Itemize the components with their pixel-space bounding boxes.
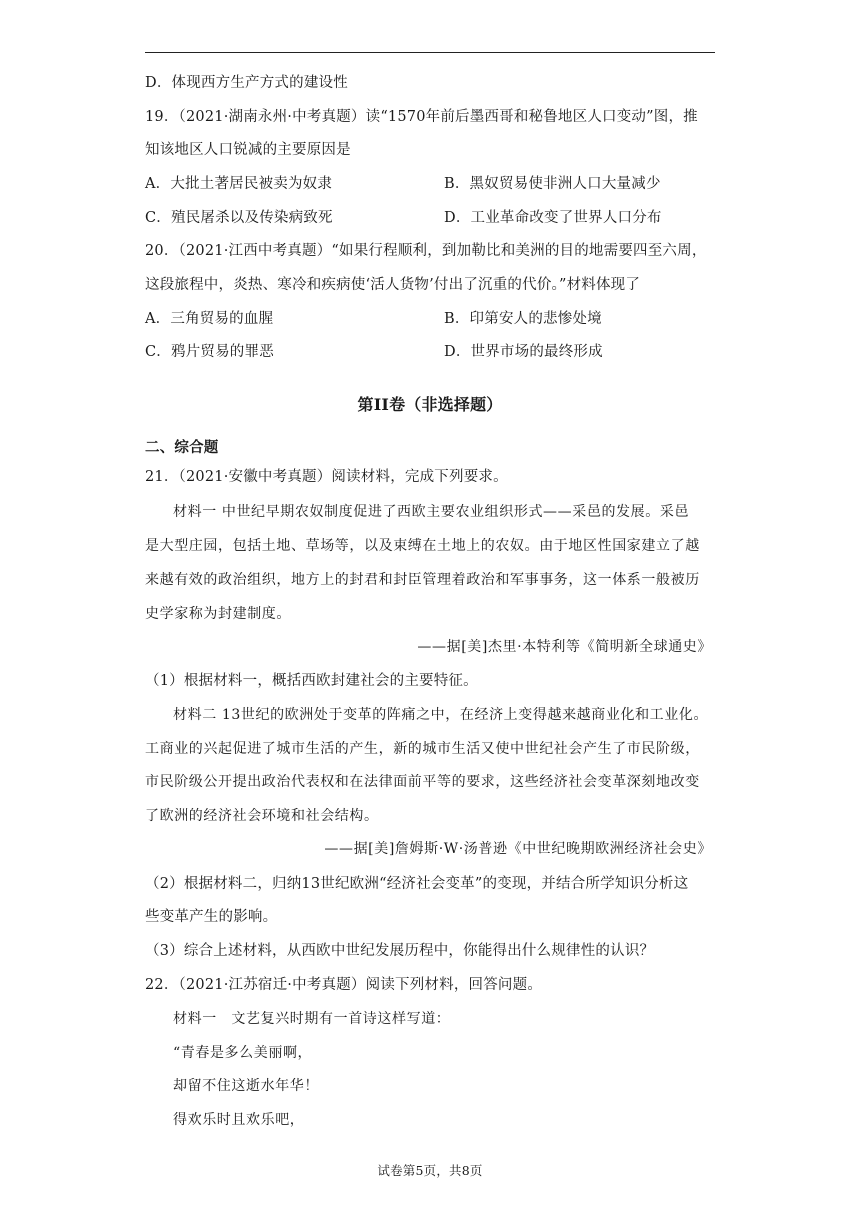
q19-option-b: B．黑奴贸易使非洲人口大量减少 (444, 176, 661, 192)
q21-question2-line2: 些变革产生的影响。 (145, 909, 278, 925)
q19-option-d: D．工业革命改变了世界人口分布 (444, 210, 662, 226)
q21-material2-line4: 了欧洲的经济社会环境和社会结构。 (145, 808, 379, 824)
q21-material2-line1: 材料二 13世纪的欧洲处于变革的阵痛之中，在经济上变得越来越商业化和工业化。 (173, 707, 709, 723)
q20-option-b: B．印第安人的悲惨处境 (444, 311, 602, 327)
q22-poem-line1: “青春是多么美丽啊， (173, 1045, 313, 1061)
q19-option-a: A．大批土著居民被卖为奴隶 (145, 176, 333, 192)
q21-material1-line4: 史学家称为封建制度。 (145, 606, 291, 622)
q19-option-c: C．殖民屠杀以及传染病致死 (145, 210, 333, 226)
section-title: 第II卷（非选择题） (357, 395, 503, 414)
q21-material1-line3: 来越有效的政治组织，地方上的封君和封臣管理着政治和军事事务，这一体系一般被历 (145, 572, 700, 588)
part-heading: 二、综合题 (145, 439, 219, 456)
q21-question2-line1: （2）根据材料二，归纳13世纪欧洲“经济社会变革”的变现，并结合所学知识分析这 (145, 876, 689, 892)
q22-poem-line2: 却留不住这逝水年华！ (173, 1078, 319, 1094)
q20-option-c: C．鸦片贸易的罪恶 (145, 344, 274, 360)
q20-option-a: A．三角贸易的血腥 (145, 311, 274, 327)
q21-material1-line2: 是大型庄园，包括土地、草场等，以及束缚在土地上的农奴。由于地区性国家建立了越 (145, 538, 700, 554)
q20-option-d: D．世界市场的最终形成 (444, 344, 603, 360)
q21-source1: ——据[美]杰里·本特利等《简明新全球通史》 (417, 639, 712, 655)
q19-stem-line1: 19．（2021·湖南永州·中考真题）读“1570年前后墨西哥和秘鲁地区人口变动”图，推 (145, 109, 698, 125)
q21-source2: ——据[美]詹姆斯·W·汤普逊《中世纪晚期欧洲经济社会史》 (324, 841, 712, 857)
q22-poem-line3: 得欢乐时且欢乐吧， (173, 1112, 305, 1128)
page-footer: 试卷第5页，共8页 (377, 1163, 483, 1178)
q21-question3: （3）综合上述材料，从西欧中世纪发展历程中，你能得出什么规律性的认识？ (145, 943, 655, 959)
q22-stem: 22．（2021·江苏宿迁·中考真题）阅读下列材料，回答问题。 (145, 977, 543, 993)
q21-stem: 21．（2021·安徽中考真题）阅读材料，完成下列要求。 (145, 469, 508, 485)
q20-stem-line1: 20．（2021·江西中考真题）“如果行程顺利，到加勒比和美洲的目的地需要四至六周， (145, 243, 707, 259)
q21-question1: （1）根据材料一，概括西欧封建社会的主要特征。 (145, 673, 478, 689)
header-rule (145, 52, 715, 53)
q19-stem-line2: 知该地区人口锐减的主要原因是 (145, 142, 351, 158)
q20-stem-line2: 这段旅程中，炎热、寒冷和疾病使‘活人货物’付出了沉重的代价。”材料体现了 (145, 277, 641, 293)
q21-material2-line3: 市民阶级公开提出政治代表权和在法律面前平等的要求，这些经济社会变革深刻地改变 (145, 774, 700, 790)
q22-material1-intro: 材料一 文艺复兴时期有一首诗这样写道： (173, 1011, 451, 1027)
q21-material1-line1: 材料一 中世纪早期农奴制度促进了西欧主要农业组织形式——采邑的发展。采邑 (173, 504, 690, 520)
q18-option-d: D．体现西方生产方式的建设性 (145, 75, 348, 91)
q21-material2-line2: 工商业的兴起促进了城市生活的产生，新的城市生活又使中世纪社会产生了市民阶级， (145, 741, 700, 757)
